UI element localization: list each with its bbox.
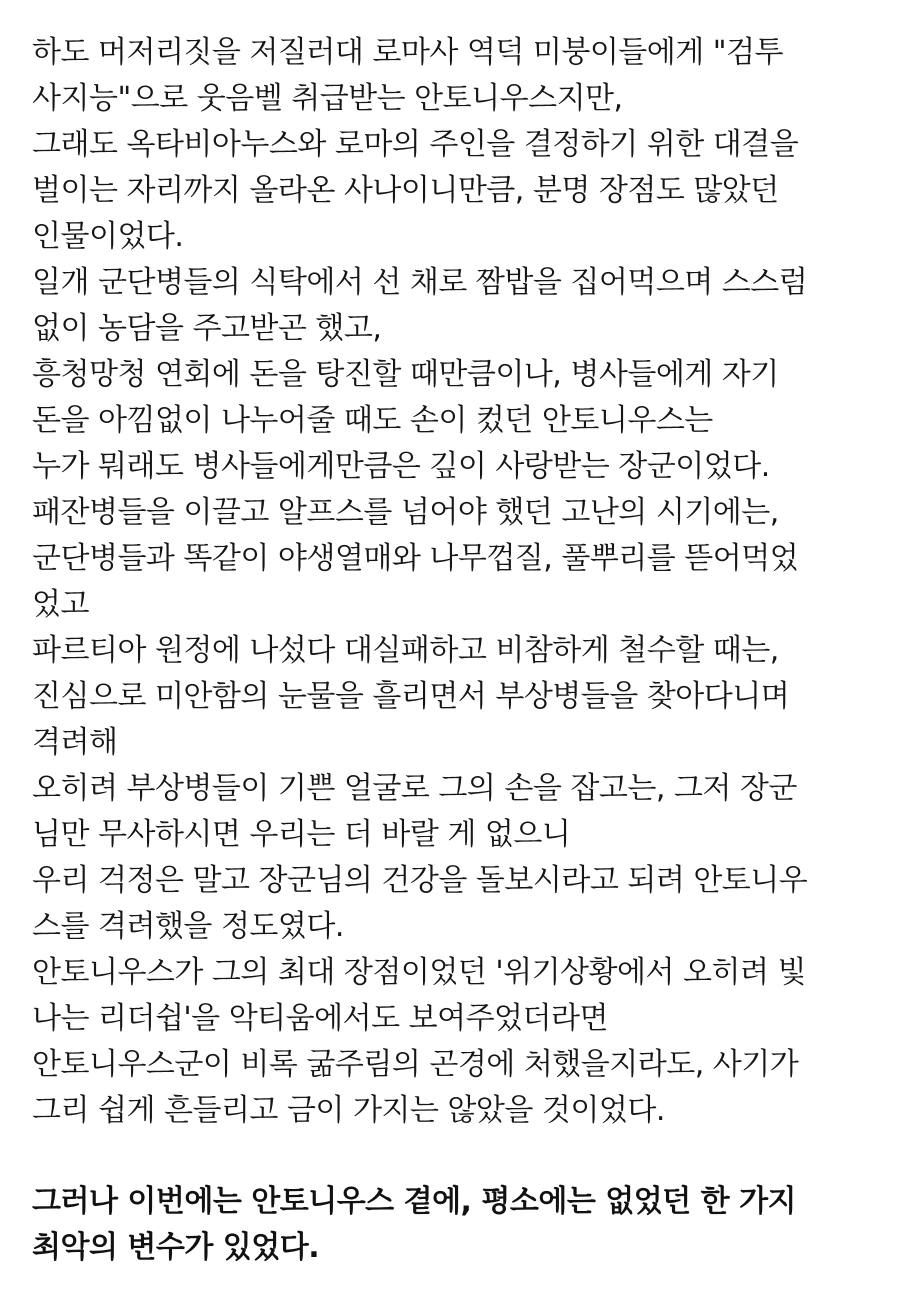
text-line: 우리 걱정은 말고 장군님의 건강을 돌보시라고 되려 안토니우 [32, 863, 808, 898]
text-line: 그래도 옥타비아누스와 로마의 주인을 결정하기 위한 대결을 [32, 127, 799, 162]
emphasis-line: 그러나 이번에는 안토니우스 곁에, 평소에는 없었던 한 가지 [32, 1184, 797, 1219]
text-line: 그리 쉽게 흔들리고 금이 가지는 않았을 것이었다. [32, 1093, 665, 1128]
text-line: 돈을 아낌없이 나누어줄 때도 손이 컸던 안토니우스는 [32, 403, 713, 438]
text-line: 패잔병들을 이끌고 알프스를 넘어야 했던 고난의 시기에는, [32, 495, 779, 530]
text-line: 파르티아 원정에 나섰다 대실패하고 비참하게 철수할 때는, [32, 633, 779, 668]
text-line: 스를 격려했을 정도였다. [32, 909, 344, 944]
text-line: 안토니우스군이 비록 굶주림의 곤경에 처했을지라도, 사기가 [32, 1047, 799, 1082]
text-line: 었고 [32, 587, 89, 622]
text-line: 하도 머저리짓을 저질러대 로마사 역덕 미붕이들에게 "검투 [32, 35, 784, 70]
text-line: 벌이는 자리까지 올라온 사나이니만큼, 분명 장점도 많았던 [32, 173, 779, 208]
text-line: 오히려 부상병들이 기쁜 얼굴로 그의 손을 잡고는, 그저 장군 [32, 771, 797, 806]
paragraph-gap [32, 1134, 882, 1179]
text-line: 사지능"으로 웃음벨 취급받는 안토니우스지만, [32, 81, 623, 116]
text-line: 님만 무사하시면 우리는 더 바랄 게 없으니 [32, 817, 571, 852]
article-body [32, 30, 882, 1271]
text-line: 없이 농담을 주고받곤 했고, [32, 311, 382, 346]
emphasis-line: 최악의 변수가 있었다. [32, 1230, 320, 1265]
text-line: 진심으로 미안함의 눈물을 흘리면서 부상병들을 찾아다니며 [32, 679, 790, 714]
text-line: 흥청망청 연회에 돈을 탕진할 때만큼이나, 병사들에게 자기 [32, 357, 779, 392]
text-line: 인물이었다. [32, 219, 184, 254]
text-line: 나는 리더쉽'을 악티움에서도 보여주었더라면 [32, 1001, 608, 1036]
text-line: 누가 뭐래도 병사들에게만큼은 깊이 사랑받는 장군이었다. [32, 449, 770, 484]
text-line: 군단병들과 똑같이 야생열매와 나무껍질, 풀뿌리를 뜯어먹었 [32, 541, 799, 576]
text-line: 안토니우스가 그의 최대 장점이었던 '위기상황에서 오히려 빛 [32, 955, 806, 990]
text-line: 일개 군단병들의 식탁에서 선 채로 짬밥을 집어먹으며 스스럼 [32, 265, 808, 300]
text-line: 격려해 [32, 725, 118, 760]
